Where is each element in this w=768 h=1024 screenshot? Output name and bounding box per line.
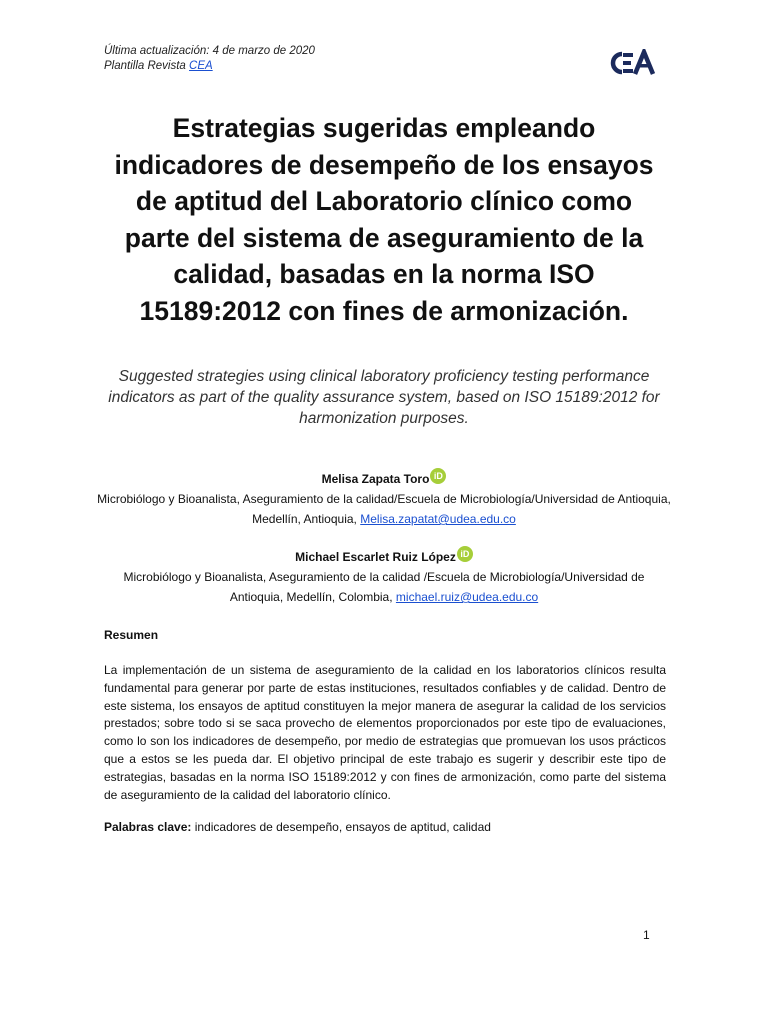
author-name: Melisa Zapata Toro xyxy=(321,472,430,486)
template-link[interactable]: CEA xyxy=(189,60,213,72)
paper-subtitle-english: Suggested strategies using clinical laboratory proficiency testing performance indicators as part of the quality assurance system, based on ISO 15189:2012 for harmonization purposes. xyxy=(108,368,660,427)
last-updated: Última actualización: 4 de marzo de 2020 xyxy=(104,45,315,57)
author-name: Michael Escarlet Ruiz López xyxy=(295,550,456,564)
keywords-label: Palabras clave: xyxy=(104,820,192,834)
author-block-1 xyxy=(96,468,672,529)
orcid-icon[interactable]: iD xyxy=(457,546,473,562)
author-affiliation: Microbiólogo y Bioanalista, Aseguramiento de la calidad /Escuela de Microbiología/Universidad de Antioquia, Medellín, Colombia, xyxy=(123,570,645,604)
template-prefix: Plantilla Revista xyxy=(104,60,186,72)
keywords-line xyxy=(104,820,666,834)
cea-logo xyxy=(608,49,658,77)
author-email-link[interactable]: michael.ruiz@udea.edu.co xyxy=(395,590,539,604)
abstract-heading: Resumen xyxy=(104,628,159,642)
template-line xyxy=(104,59,315,74)
paper-title: Estrategias sugeridas empleando indicadores de desempeño de los ensayos de aptitud del Laboratorio clínico como parte del sistema de aseguramiento de la calidad, basadas en la norma ISO 15189:2012 con fines de armonización. xyxy=(114,113,654,326)
keywords-text: indicadores de desempeño, ensayos de aptitud, calidad xyxy=(194,820,491,834)
page-number: 1 xyxy=(643,928,650,942)
header-meta xyxy=(104,44,315,74)
abstract-text: La implementación de un sistema de aseguramiento de la calidad en los laboratorios clínicos resulta fundamental para generar por parte de estas instituciones, resultados confiables y de calidad. Dentro de este sistema, los ensayos de aptitud constituyen la mejor manera de asegurar la calidad de los servicios prestados; sobre todo si se saca provecho de elementos proporcionados por este tipo de evaluaciones, como lo son los indicadores de desempeño, por medio de estrategias que promuevan los usos prácticos que a estos se les pueda dar. El objetivo principal de este trabajo es sugerir y describir este tipo de estrategias, basadas en la norma ISO 15189:2012 y con fines de armonización, como parte del sistema de aseguramiento de la calidad del laboratorio clínico. xyxy=(104,663,666,802)
author-email-link[interactable]: Melisa.zapatat@udea.edu.co xyxy=(360,512,516,526)
orcid-icon[interactable]: iD xyxy=(430,468,446,484)
author-block-2 xyxy=(96,546,672,607)
author-affiliation: Microbiólogo y Bioanalista, Aseguramiento de la calidad/Escuela de Microbiología/Universidad de Antioquia, Medellín, Antioquia, xyxy=(97,492,671,526)
